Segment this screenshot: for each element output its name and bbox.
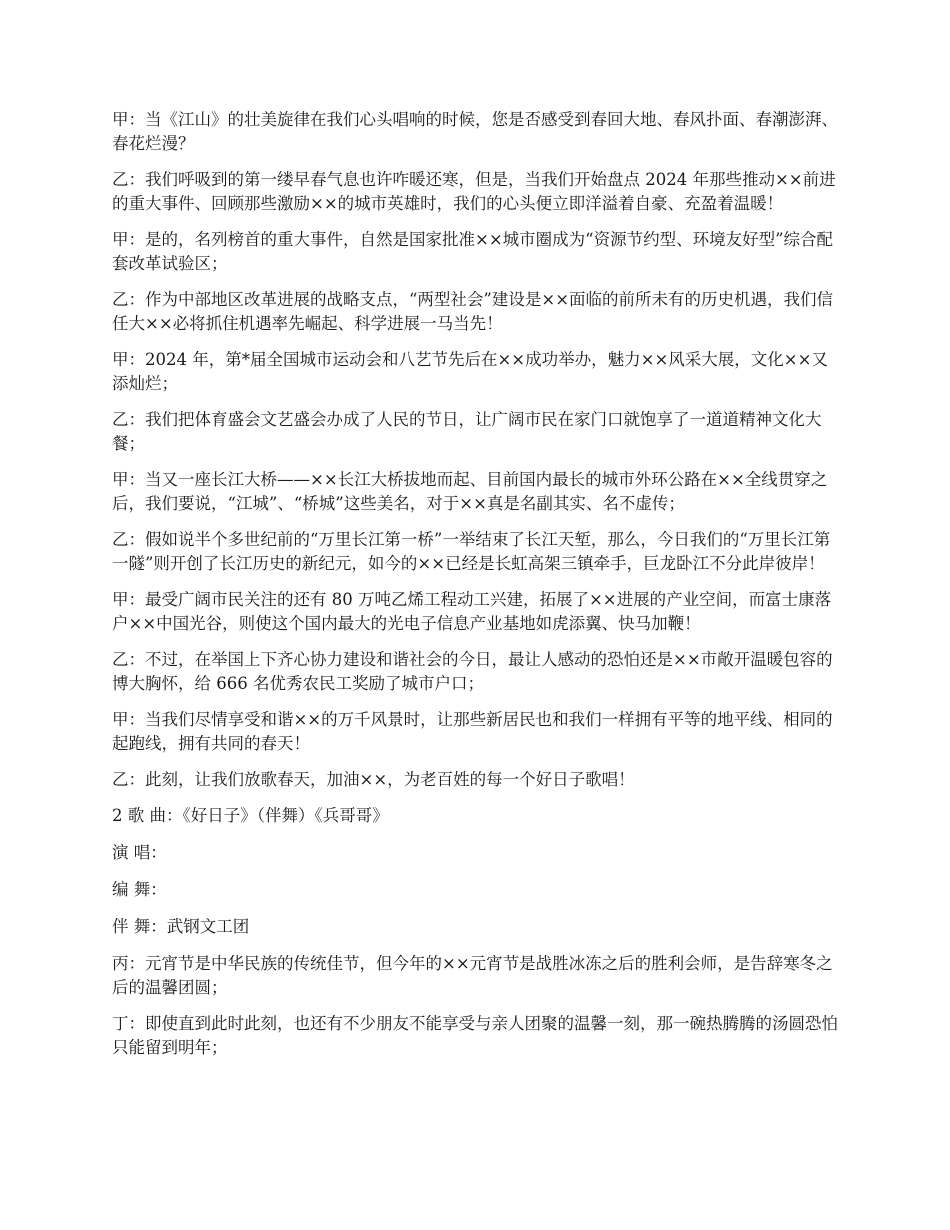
program-choreographer: 编 舞： — [112, 880, 167, 899]
paragraph-jia-3: 甲：2024 年，第*届全国城市运动会和八艺节先后在××成功举办，魅力××风采大展，文化××又添灿烂； — [112, 350, 828, 393]
paragraph-yi-3: 乙：我们把体育盛会文艺盛会办成了人民的节日，让广阔市民在家门口就饱享了一道道精神文化大餐； — [112, 410, 822, 453]
paragraph-jia-6: 甲：当我们尽情享受和谐××的万千风景时，让那些新居民也和我们一样拥有平等的地平线、相同的起跑线，拥有共同的春天！ — [112, 710, 833, 753]
program-singer: 演 唱： — [112, 843, 167, 862]
paragraph-bing-1: 丙：元宵节是中华民族的传统佳节，但今年的××元宵节是战胜冰冻之后的胜利会师，是告辞寒冬之后的温馨团圆； — [112, 954, 833, 997]
document-body — [112, 108, 840, 1072]
paragraph-jia-5: 甲：最受广阔市民关注的还有 80 万吨乙烯工程动工兴建，拓展了××进展的产业空间，而富士康落户××中国光谷，则使这个国内最大的光电子信息产业基地如虎添翼、快马加鞭！ — [112, 590, 832, 633]
paragraph-jia-1: 甲：当《江山》的壮美旋律在我们心头唱响的时候，您是否感受到春回大地、春风扑面、春潮澎湃、春花烂漫？ — [112, 110, 838, 153]
program-dancers: 伴 舞：武钢文工团 — [112, 917, 250, 936]
paragraph-yi-2: 乙：作为中部地区改革进展的战略支点，“两型社会”建设是××面临的前所未有的历史机遇，我们信任大××必将抓住机遇率先崛起、科学进展一马当先！ — [112, 290, 834, 333]
paragraph-yi-6: 乙：此刻，让我们放歌春天，加油××，为老百姓的每一个好日子歌唱！ — [112, 770, 635, 789]
paragraph-yi-1: 乙：我们呼吸到的第一缕早春气息也许咋暖还寒，但是，当我们开始盘点 2024 年那些推动××前进的重大事件、回顾那些激励××的城市英雄时，我们的心头便立即洋溢着自豪、充盈着温暖！ — [112, 170, 836, 213]
paragraph-yi-4: 乙：假如说半个多世纪前的“万里长江第一桥”一举结束了长江天堑，那么，今日我们的“万里长江第一隧”则开创了长江历史的新纪元，如今的××已经是长虹高架三镇牵手，巨龙卧江不分此岸彼岸！ — [112, 530, 831, 573]
paragraph-ding-1: 丁：即使直到此时此刻，也还有不少朋友不能享受与亲人团聚的温馨一刻，那一碗热腾腾的汤圆恐怕只能留到明年； — [112, 1014, 838, 1057]
paragraph-jia-4: 甲：当又一座长江大桥——××长江大桥拔地而起、目前国内最长的城市外环公路在××全线贯穿之后，我们要说，“江城”、“桥城”这些美名，对于××真是名副其实、名不虚传； — [112, 470, 828, 513]
paragraph-yi-5: 乙：不过，在举国上下齐心协力建设和谐社会的今日，最让人感动的恐怕还是××市敞开温暖包容的博大胸怀，给 666 名优秀农民工奖励了城市户口； — [112, 650, 833, 693]
program-song-title: 2 歌 曲：《好日子》（伴舞）《兵哥哥》 — [112, 806, 389, 825]
paragraph-jia-2: 甲：是的，名列榜首的重大事件，自然是国家批准××城市圈成为“资源节约型、环境友好型”综合配套改革试验区； — [112, 230, 834, 273]
